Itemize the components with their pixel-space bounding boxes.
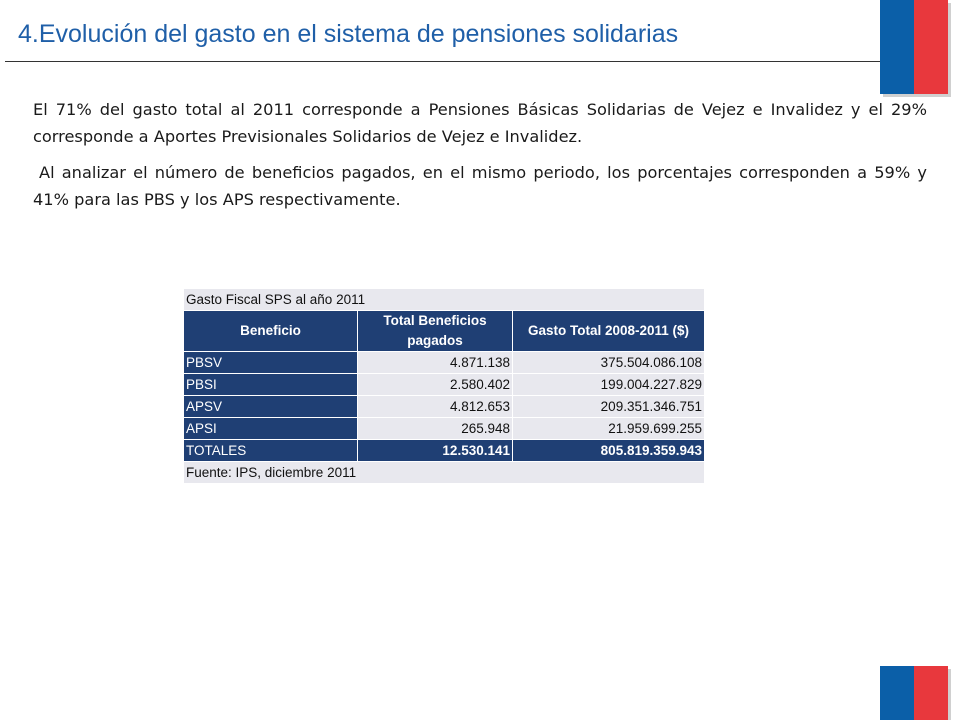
flag-red-stripe [914, 666, 948, 720]
table-source: Fuente: IPS, diciembre 2011 [184, 462, 705, 484]
row-expense: 375.504.086.108 [513, 352, 705, 374]
flag-blue-stripe [880, 666, 914, 720]
table-caption-row [184, 289, 705, 311]
table-totals-row [184, 440, 705, 462]
flag-red-stripe [914, 0, 948, 94]
totals-count: 12.530.141 [358, 440, 513, 462]
row-count: 4.812.653 [358, 396, 513, 418]
paragraph-benefits-count: Al analizar el número de beneficios pagados, en el mismo periodo, los porcentajes corresponden a 59% y 41% para las PBS y los APS respectivamente. [33, 163, 927, 209]
header-beneficio: Beneficio [184, 311, 358, 352]
table-row [184, 418, 705, 440]
title-divider [5, 61, 893, 62]
table-row [184, 352, 705, 374]
header-gasto-total: Gasto Total 2008-2011 ($) [513, 311, 705, 352]
row-count: 265.948 [358, 418, 513, 440]
table-source-row [184, 462, 705, 484]
header-total-beneficios: Total Beneficios pagados [358, 311, 513, 352]
table-caption: Gasto Fiscal SPS al año 2011 [184, 289, 705, 311]
row-benefit: PBSV [184, 352, 358, 374]
flag-emblem-top [880, 0, 948, 94]
flag-emblem-bottom [880, 666, 948, 720]
row-benefit: APSV [184, 396, 358, 418]
row-benefit: PBSI [184, 374, 358, 396]
row-count: 2.580.402 [358, 374, 513, 396]
table-header-row [184, 311, 705, 352]
row-expense: 21.959.699.255 [513, 418, 705, 440]
table-row [184, 396, 705, 418]
row-count: 4.871.138 [358, 352, 513, 374]
expense-table [183, 288, 705, 484]
table-row [184, 374, 705, 396]
row-expense: 209.351.346.751 [513, 396, 705, 418]
totals-expense: 805.819.359.943 [513, 440, 705, 462]
paragraph-expense-share: El 71% del gasto total al 2011 corresponde a Pensiones Básicas Solidarias de Vejez e Invalidez y el 29% corresponde a Aportes Previsionales Solidarios de Vejez e Invalidez. [33, 100, 927, 146]
slide-title: 4.Evolución del gasto en el sistema de pensiones solidarias [18, 20, 679, 48]
totals-label: TOTALES [184, 440, 358, 462]
row-expense: 199.004.227.829 [513, 374, 705, 396]
flag-blue-stripe [880, 0, 914, 94]
row-benefit: APSI [184, 418, 358, 440]
